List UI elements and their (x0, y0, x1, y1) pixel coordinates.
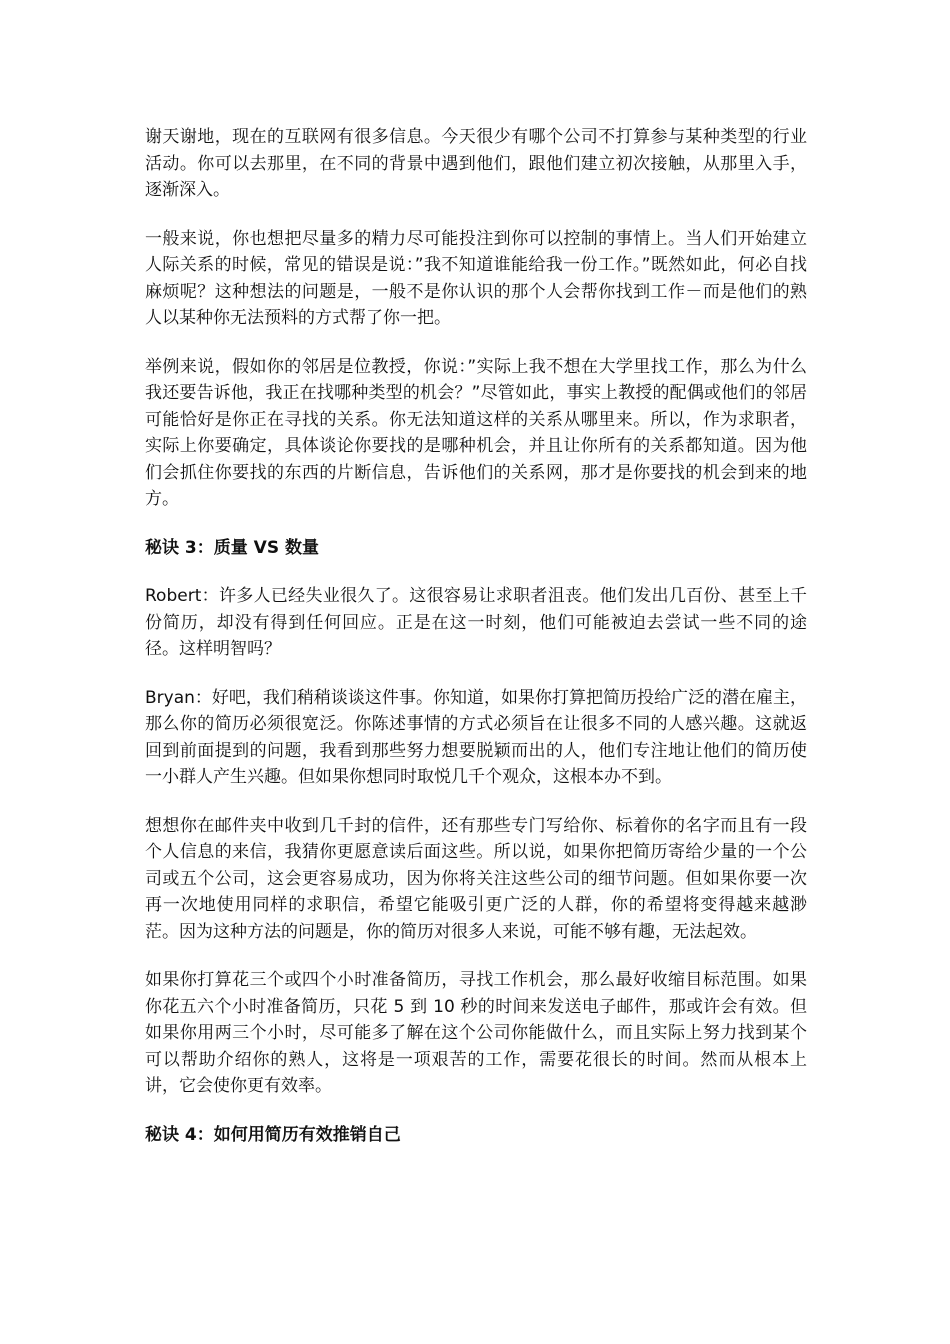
document-page (145, 124, 807, 1170)
paragraph: 举例来说，假如你的邻居是位教授，你说：”实际上我不想在大学里找工作，那么为什么我还要告诉他，我正在找哪种类型的机会？”尽管如此，事实上教授的配偶或他们的邻居可能恰好是你正在寻找的关系。你无法知道这样的关系从哪里来。所以，作为求职者，实际上你要确定，具体谈论你要找的是哪种机会，并且让你所有的关系都知道。因为他们会抓住你要找的东西的片断信息，告诉他们的关系网，那才是你要找的机会到来的地方。 (145, 356, 807, 509)
paragraph: Bryan：好吧，我们稍稍谈谈这件事。你知道，如果你打算把简历投给广泛的潜在雇主，那么你的简历必须很宽泛。你陈述事情的方式必须旨在让很多不同的人感兴趣。这就返回到前面提到的问题，我看到那些努力想要脱颖而出的人，他们专注地让他们的简历使一小群人产生兴趣。但如果你想同时取悦几千个观众，这根本办不到。 (145, 687, 807, 787)
section-heading-tip-4: 秘诀 4：如何用简历有效推销自己 (145, 1124, 401, 1145)
paragraph: 想想你在邮件夹中收到几千封的信件，还有那些专门写给你、标着你的名字而且有一段个人信息的来信，我猜你更愿意读后面这些。所以说，如果你把简历寄给少量的一个公司或五个公司，这会更容易成功，因为你将关注这些公司的细节问题。但如果你要一次再一次地使用同样的求职信，希望它能吸引更广泛的人群，你的希望将变得越来越渺茫。因为这种方法的问题是，你的简历对很多人来说，可能不够有趣，无法起效。 (145, 815, 807, 942)
section-heading-tip-3: 秘诀 3：质量 VS 数量 (145, 537, 319, 558)
paragraph: 如果你打算花三个或四个小时准备简历，寻找工作机会，那么最好收缩目标范围。如果你花五六个小时准备简历，只花 5 到 10 秒的时间来发送电子邮件，那或许会有效。但如果你用两三个小时，尽可能多了解在这个公司你能做什么，而且实际上努力找到某个可以帮助介绍你的熟人，这将是一项艰苦的工作，需要花很长的时间。然而从根本上讲，它会使你更有效率。 (145, 970, 807, 1096)
paragraph: 谢天谢地，现在的互联网有很多信息。今天很少有哪个公司不打算参与某种类型的行业活动。你可以去那里，在不同的背景中遇到他们，跟他们建立初次接触，从那里入手，逐渐深入。 (145, 127, 807, 200)
paragraph: Robert：许多人已经失业很久了。这很容易让求职者沮丧。他们发出几百份、甚至上千份简历，却没有得到任何回应。正是在这一时刻，他们可能被迫去尝试一些不同的途径。这样明智吗？ (145, 586, 807, 659)
paragraph: 一般来说，你也想把尽量多的精力尽可能投注到你可以控制的事情上。当人们开始建立人际关系的时候，常见的错误是说：”我不知道谁能给我一份工作。”既然如此，何必自找麻烦呢？这种想法的问题是，一般不是你认识的那个人会帮你找到工作－而是他们的熟人以某种你无法预料的方式帮了你一把。 (145, 228, 807, 328)
